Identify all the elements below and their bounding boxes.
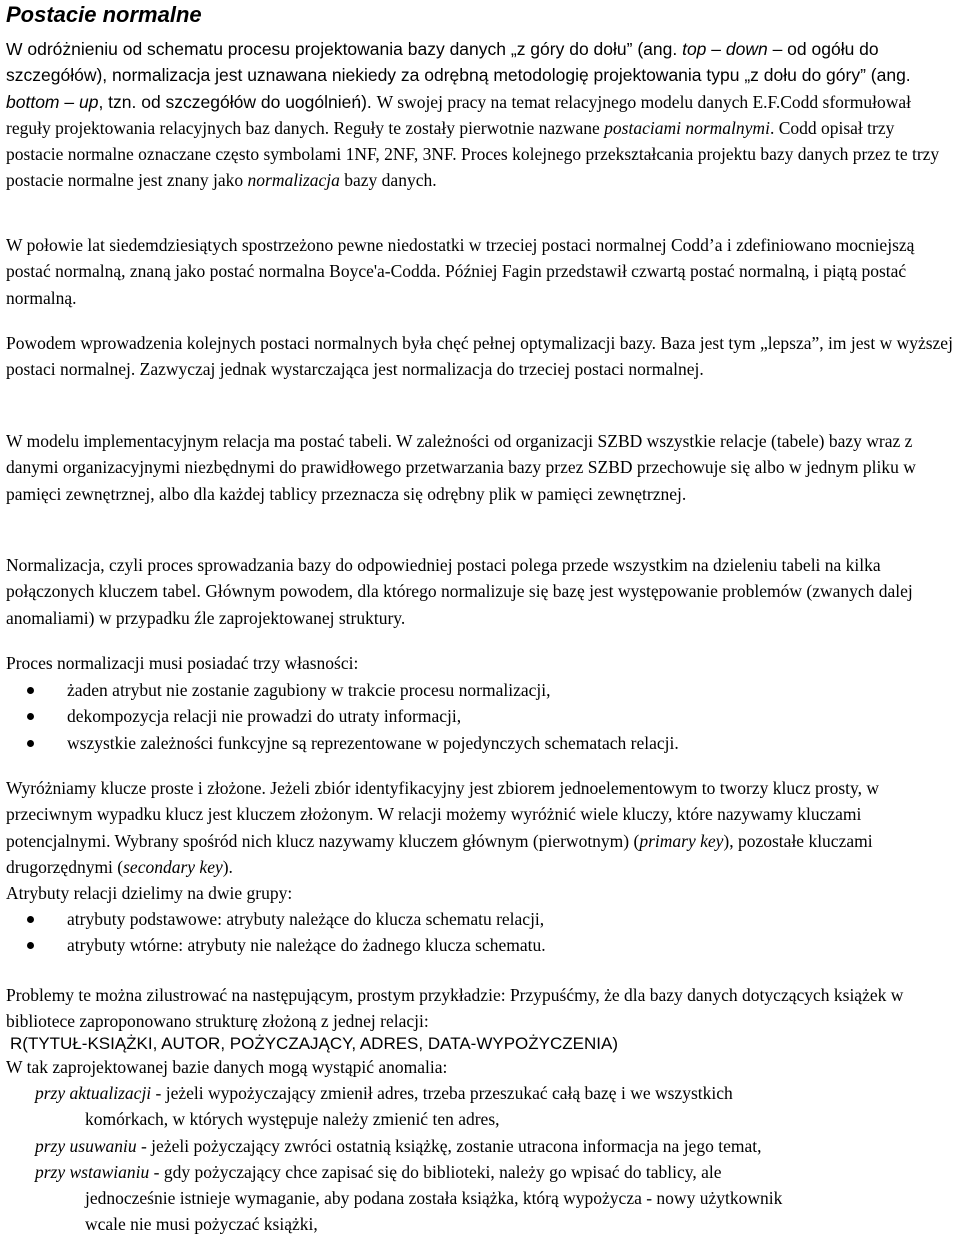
properties-list [0,677,960,756]
bullet-icon [27,740,34,747]
term-top: top [682,39,707,59]
list-item-text: atrybuty podstawowe: atrybuty należące do klucza schematu relacji, [67,909,545,929]
keys-text-c: ). [222,856,233,877]
term-bottom: bottom [6,91,60,112]
intro-sep-1: – [706,39,726,59]
list-item [0,932,960,958]
anomaly-term: przy wstawianiu [35,1161,150,1182]
list-item [0,703,960,729]
anomaly-text: - jeżeli wypożyczający zmienił adres, trzeba przeszukać całą bazę i we wszystkich [151,1083,733,1103]
bullet-icon [27,713,34,720]
list-item [0,730,960,756]
intro-text-b2: . Codd opisał trzy postacie normalne oznaczane często symbolami 1NF, 2NF, 3NF. Proces kolejnego przekształcania projektu bazy danych przez te trzy postacie normalne jest znany jako [6,117,940,191]
anomaly-text: - jeżeli pożyczający zwróci ostatnią książkę, zostanie utracona informacja na jego temat, [136,1135,762,1156]
list-item [0,1080,960,1133]
list-item [0,1133,960,1159]
paragraph-attributes-intro: Atrybuty relacji dzielimy na dwie grupy: [6,883,293,903]
paragraph-motivation: Powodem wprowadzenia kolejnych postaci normalnych była chęć pełnej optymalizacji bazy. Baza jest tym „lepsza”, im jest w wyższej postaci normalnej. Zazwyczaj jednak wystarczająca jest normalizacja do trzeciej postaci normalnej. [6,333,953,380]
anomaly-continuation: jednocześnie istnieje wymaganie, aby podana została książka, którą wypożycza - nowy użytkownik [85,1188,783,1209]
term-up: up [78,91,99,112]
keys-text-a: Wyróżniamy klucze proste i złożone. Jeżeli zbiór identyfikacyjny jest zbiorem jednoelementowym to tworzy klucz prosty, w przeciwnym wypadku klucz jest kluczem złożonym. W relacji możemy wyróżnić wiele kluczy, które nazywamy kluczami potencjalnymi. Wybrany spośród nich klucz nazywamy kluczem głównym (pierwotnym) ( [6,778,880,851]
keys-text-b: ), pozostałe kluczami drugorzędnymi ( [6,830,873,877]
intro-text-b3: bazy danych. [339,170,437,191]
relation-schema: R(TYTUŁ-KSIĄŻKI, AUTOR, POŻYCZAJĄCY, ADRES, DATA-WYPOŻYCZENIA) [10,1034,618,1053]
list-item-text: atrybuty wtórne: atrybuty nie należące do żadnego klucza schematu. [67,935,546,956]
anomaly-continuation: wcale nie musi pożyczać książki, [85,1214,318,1235]
attributes-list [0,906,960,959]
term-secondary-key: secondary key [123,856,223,877]
bullet-icon [27,916,34,923]
bullet-icon [27,687,34,694]
intro-sep-2: – [59,91,79,112]
anomaly-text: - gdy pożyczający chce zapisać się do biblioteki, należy go wpisać do tablicy, ale [149,1161,722,1182]
paragraph-boyce-codd: W połowie lat siedemdziesiątych spostrzeżono pewne niedostatki w trzeciej postaci normalnej Codd’a i zdefiniowano mocniejszą postać normalną, znaną jako postać normalna Boyce'a-Codda. Później Fagin przedstawił czwartą postać normalną, i piątą postać normalną. [6,235,915,308]
page-title: Postacie normalne [6,2,202,27]
list-item [0,677,960,703]
list-item [0,906,960,932]
intro-text-a: W odróżnieniu od schematu procesu projektowania bazy danych „z góry do dołu” (ang. [6,39,683,59]
paragraph-keys [6,775,954,880]
list-item [0,1159,960,1238]
term-down: down [725,39,768,59]
anomaly-continuation: komórkach, w których występuje należy zmienić ten adres, [85,1109,500,1130]
intro-text-b: W swojej pracy na temat relacyjnego modelu danych E.F.Codd sformułował reguły projektowania relacyjnych baz danych. Reguły te zostały pierwotnie nazwane [6,91,911,138]
bullet-icon [27,942,34,949]
term-normalizacja: normalizacja [247,170,340,191]
list-item-text: dekompozycja relacji nie prowadzi do utraty informacji, [67,706,462,727]
term-primary-key: primary key [639,830,724,851]
anomaly-term: przy usuwaniu [35,1135,137,1156]
paragraph-example: Problemy te można zilustrować na następującym, prostym przykładzie: Przypuśćmy, że dla bazy danych dotyczących książek w bibliotece zaproponowano strukturę złożoną z jednej relacji: [6,985,904,1032]
paragraph-normalization: Normalizacja, czyli proces sprowadzania bazy do odpowiedniej postaci polega przede wszystkim na dzieleniu tabeli na kilka połączonych kluczem tabel. Głównym powodem, dla którego normalizuje się bazę jest występowanie problemów (zwanych dalej anomaliami) w przypadku źle zaprojektowanej struktury. [6,555,913,628]
anomalies-list [0,1080,960,1238]
list-item-text: wszystkie zależności funkcyjne są reprezentowane w pojedynczych schematach relacji. [67,732,679,753]
paragraph-properties-intro: Proces normalizacji musi posiadać trzy własności: [6,653,359,673]
term-postaciami: postaciami normalnymi [604,117,770,138]
paragraph-anomalies-intro: W tak zaprojektowanej bazie danych mogą wystąpić anomalia: [6,1057,448,1077]
intro-text-a2: – od ogółu do szczegółów), normalizacja jest uznawana niekiedy za odrębną metodologię projektowania typu „z dołu do góry” (ang. [6,39,911,86]
intro-text-a3: , tzn. od szczegółów do uogólnień). [98,91,377,112]
paragraph-intro [6,36,954,194]
anomaly-term: przy aktualizacji [35,1083,152,1103]
paragraph-implementation: W modelu implementacyjnym relacja ma postać tabeli. W zależności od organizacji SZBD wszystkie relacje (tabele) bazy wraz z danymi organizacyjnymi niezbędnymi do prawidłowego przetwarzania bazy przez SZBD przechowuje się albo w jednym pliku w pamięci zewnętrznej, albo dla każdej tablicy przeznacza się odrębny plik w pamięci zewnętrznej. [6,431,916,504]
list-item-text: żaden atrybut nie zostanie zagubiony w trakcie procesu normalizacji, [67,680,551,700]
